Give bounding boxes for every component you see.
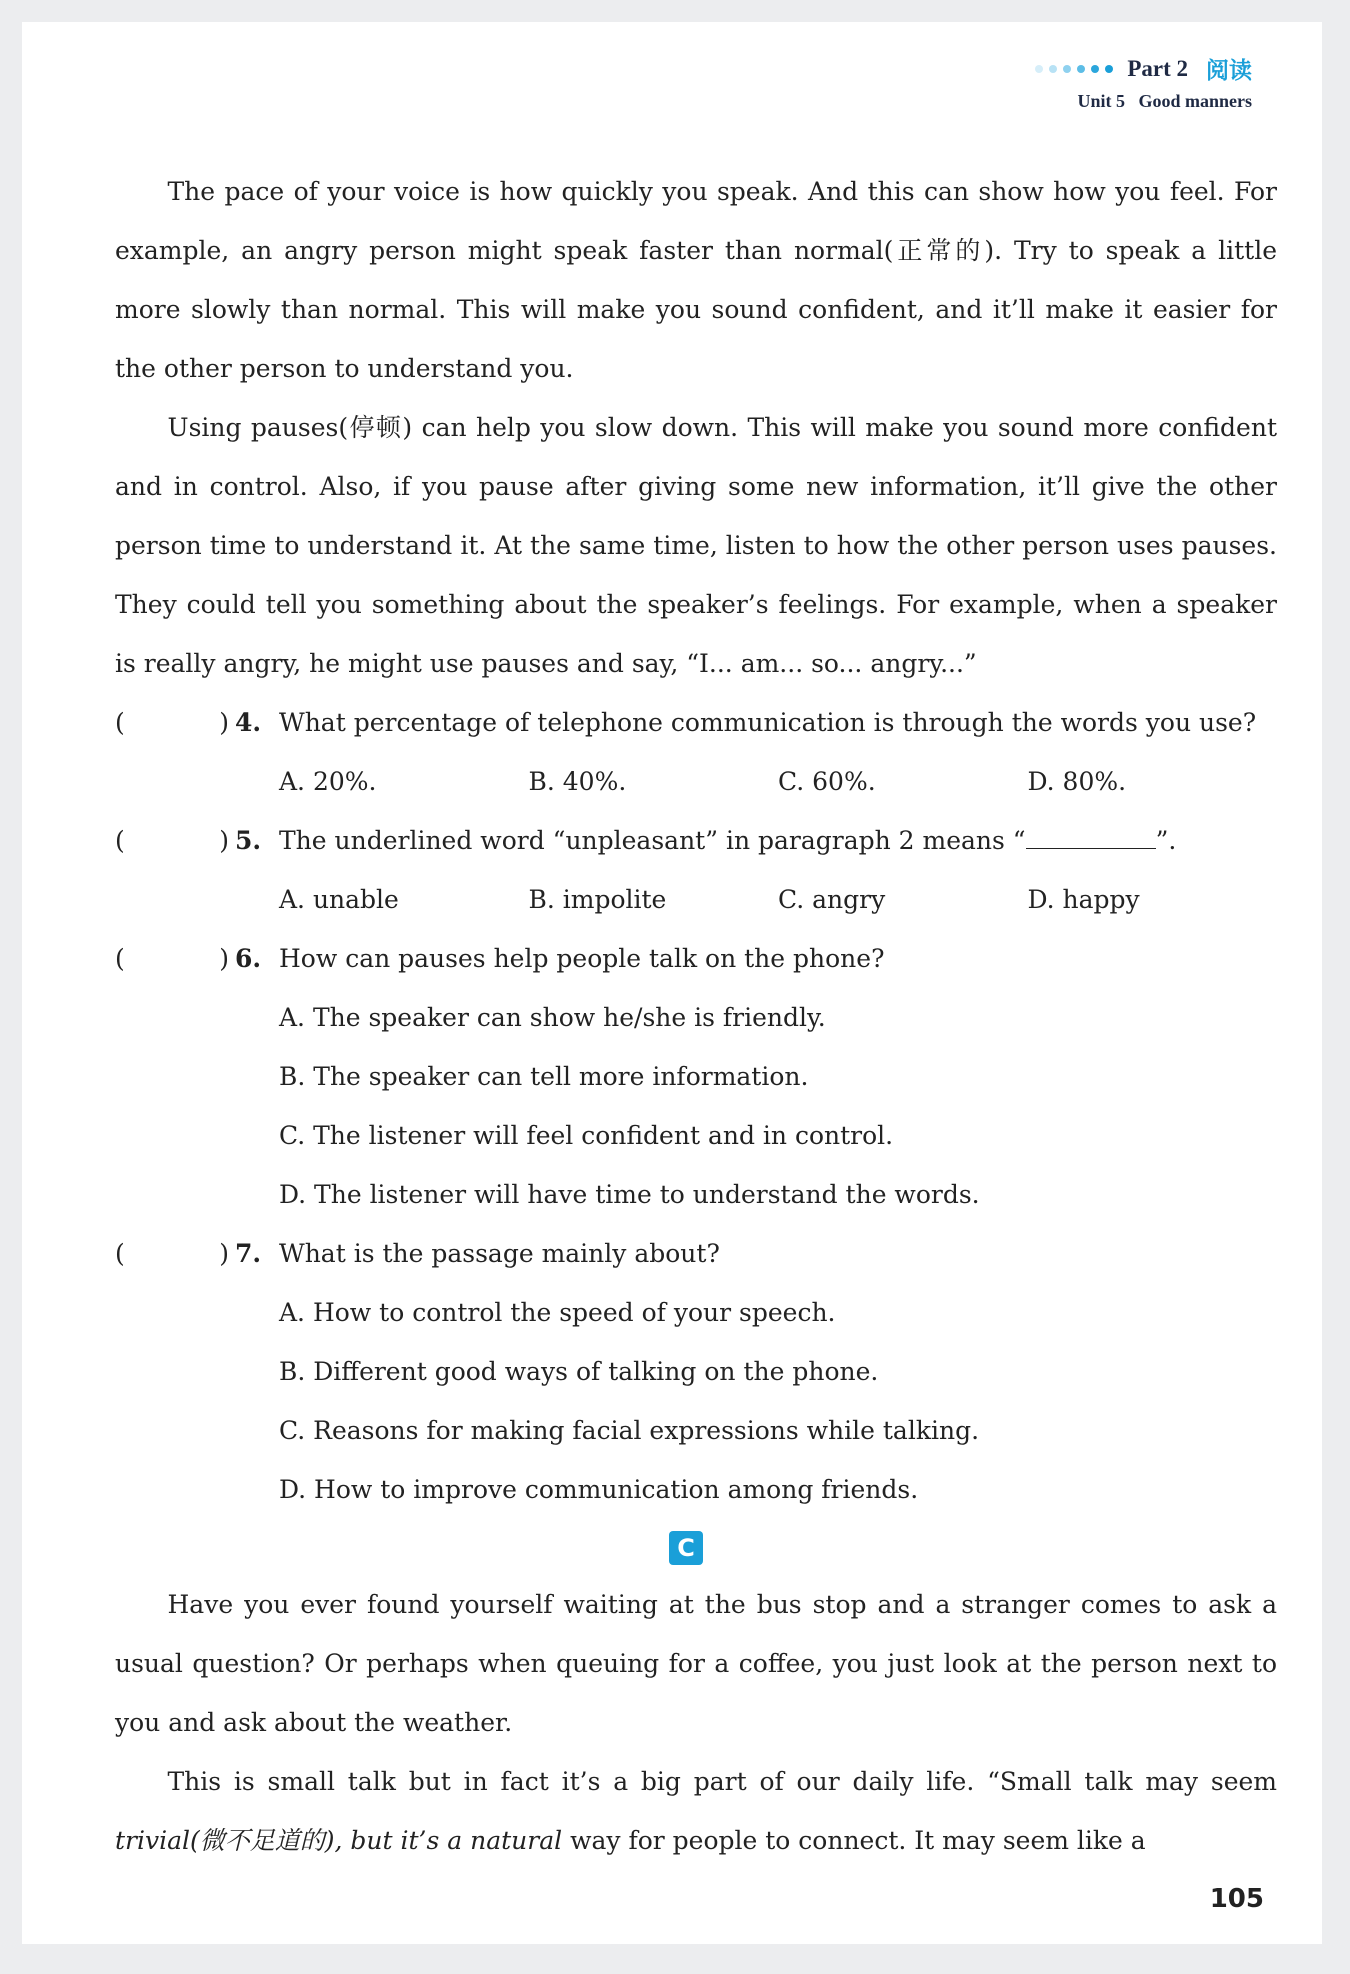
dot-icon [1077, 65, 1085, 73]
paragraph-small-talk-1: Have you ever found yourself waiting at the bus stop and a stranger comes to ask a usual question? Or perhaps when queuing for a coffee, you just look at the person next to you and ask about the weather. [115, 1590, 1277, 1737]
option-d[interactable]: D. How to improve communication among friends. [279, 1475, 919, 1504]
option-b[interactable]: B. The speaker can tell more information. [279, 1062, 809, 1091]
option-c[interactable]: C. 60%. [778, 767, 876, 796]
book-page [22, 22, 1322, 1944]
question-number: 5. [235, 826, 262, 855]
dot-icon [1105, 65, 1113, 73]
dot-icon [1063, 65, 1071, 73]
paren-close: ) [219, 826, 229, 855]
option-d[interactable]: D. 80%. [1027, 767, 1127, 796]
decorative-dots [1035, 65, 1113, 73]
question-number: 4. [235, 708, 262, 737]
question-text [279, 811, 1277, 870]
question-text: What percentage of telephone communication is through the words you use? [279, 708, 1257, 737]
question-5 [115, 811, 1277, 870]
paren-open: ( [115, 944, 125, 973]
paren-close: ) [219, 944, 229, 973]
paragraph-small-talk-2 [115, 1752, 1277, 1870]
question-text-after: ”. [1155, 826, 1177, 855]
option-a[interactable]: A. The speaker can show he/she is friendly. [279, 1003, 826, 1032]
question-4 [115, 693, 1277, 752]
question-number: 6. [235, 944, 262, 973]
options-row [279, 870, 1277, 929]
section-c-badge: C [669, 1531, 703, 1565]
paren-open: ( [115, 1239, 125, 1268]
page-content [115, 162, 1277, 1870]
dot-icon [1035, 65, 1043, 73]
option-a[interactable]: A. 20%. [279, 767, 377, 796]
option-c[interactable]: C. The listener will feel confident and in control. [279, 1121, 894, 1150]
page-number: 105 [1209, 1884, 1264, 1914]
answer-blank[interactable] [115, 1224, 235, 1283]
option-a[interactable]: A. unable [279, 885, 399, 914]
dot-icon [1091, 65, 1099, 73]
option-b[interactable]: B. 40%. [528, 767, 627, 796]
question-number: 7. [235, 1239, 262, 1268]
paragraph-pace: The pace of your voice is how quickly you speak. And this can show how you feel. For example, an angry person might speak faster than normal(正常的). Try to speak a little more slowly than normal. This will make you sound confident, and it’ll make it easier for the other person to understand you. [115, 177, 1277, 383]
section-title-cn: 阅读 [1206, 58, 1252, 84]
paren-close: ) [219, 708, 229, 737]
question-text: What is the passage mainly about? [279, 1239, 720, 1268]
option-b[interactable]: B. Different good ways of talking on the phone. [279, 1357, 879, 1386]
option-d[interactable]: D. The listener will have time to understand the words. [279, 1180, 980, 1209]
option-a[interactable]: A. How to control the speed of your speech. [279, 1298, 836, 1327]
fill-blank[interactable] [1026, 828, 1156, 849]
unit-title: Good manners [1138, 91, 1252, 111]
paragraph-italic-text: trivial(微不足道的), but it’s a natural [115, 1826, 563, 1855]
question-text: How can pauses help people talk on the phone? [279, 944, 885, 973]
paragraph-text: This is small talk but in fact it’s a big part of our daily life. “Small talk may seem [167, 1767, 1277, 1796]
question-6 [115, 929, 1277, 988]
option-b[interactable]: B. impolite [528, 885, 667, 914]
paren-open: ( [115, 708, 125, 737]
unit-label: Unit 5 [1077, 91, 1125, 111]
paren-open: ( [115, 826, 125, 855]
question-text-before: The underlined word “unpleasant” in paragraph 2 means “ [279, 826, 1026, 855]
paragraph-text: way for people to connect. It may seem like a [562, 1826, 1146, 1855]
option-d[interactable]: D. happy [1027, 885, 1140, 914]
unit-line [1035, 91, 1252, 112]
option-c[interactable]: C. angry [778, 885, 886, 914]
question-7 [115, 1224, 1277, 1283]
page-header [1035, 52, 1252, 112]
paragraph-pauses: Using pauses(停顿) can help you slow down. This will make you sound more confident and in control. Also, if you pause after giving some new information, it’ll give the other person time to understand it. At the same time, listen to how the other person uses pauses. They could tell you something about the speaker’s feelings. For example, when a speaker is really angry, he might use pauses and say, “I... am... so... angry...” [115, 413, 1277, 678]
answer-blank[interactable] [115, 693, 235, 752]
answer-blank[interactable] [115, 929, 235, 988]
answer-blank[interactable] [115, 811, 235, 870]
options-row [279, 752, 1277, 811]
part-label: Part 2 [1127, 55, 1188, 81]
option-c[interactable]: C. Reasons for making facial expressions while talking. [279, 1416, 980, 1445]
dot-icon [1049, 65, 1057, 73]
paren-close: ) [219, 1239, 229, 1268]
